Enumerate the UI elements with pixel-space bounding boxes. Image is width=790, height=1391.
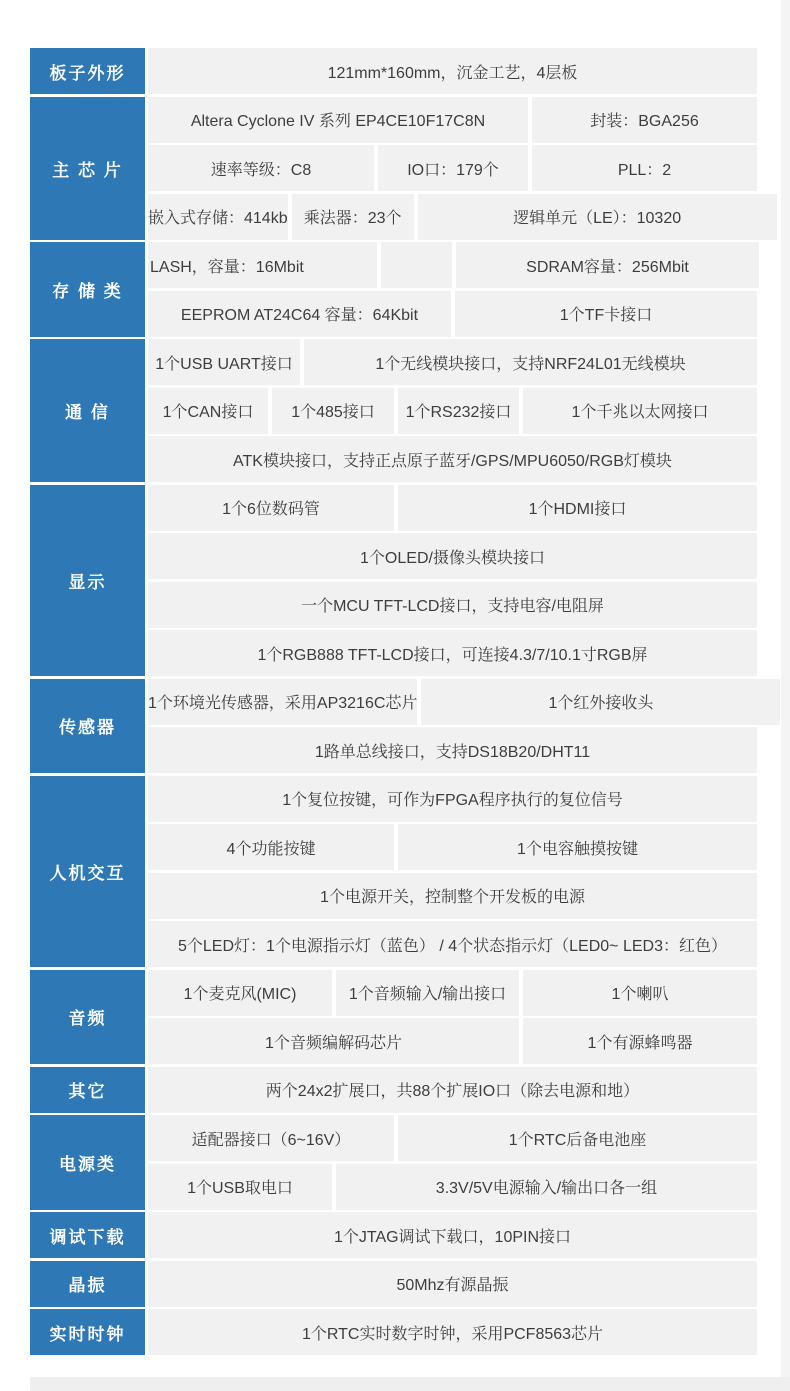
category-label: 调试下载	[49, 1227, 126, 1247]
table-row	[148, 97, 757, 143]
spec-cell: EEPROM AT24C64 容量：64Kbit	[148, 291, 451, 337]
table-row	[148, 533, 757, 579]
spec-cell: 1个485接口	[272, 388, 394, 434]
spec-cell: 1个千兆以太网接口	[523, 388, 757, 434]
spec-cell: 1个喇叭	[523, 970, 757, 1016]
spec-cell: 1个有源蜂鸣器	[523, 1018, 757, 1064]
spec-cell: 1个RS232接口	[398, 388, 519, 434]
table-row	[148, 1164, 757, 1210]
category-header	[30, 1309, 145, 1355]
table-row	[148, 485, 757, 531]
table-row	[148, 48, 757, 94]
spec-cell: SDRAM容量：256Mbit	[456, 242, 759, 288]
section-rows	[148, 48, 757, 94]
category-header	[30, 485, 145, 677]
table-row	[148, 582, 757, 628]
spec-section	[30, 485, 757, 677]
category-header	[30, 242, 145, 337]
category-label: 板子外形	[49, 63, 126, 83]
spec-section	[30, 776, 757, 968]
spec-cell: ATK模块接口，支持正点原子蓝牙/GPS/MPU6050/RGB灯模块	[148, 436, 757, 482]
section-rows	[148, 485, 757, 677]
spec-cell: 1个CAN接口	[148, 388, 268, 434]
spec-cell: 1个RGB888 TFT-LCD接口，可连接4.3/7/10.1寸RGB屏	[148, 630, 757, 676]
category-label: 通 信	[65, 403, 110, 422]
category-header	[30, 970, 145, 1065]
section-rows	[148, 1115, 757, 1210]
spec-cell: 1个RTC后备电池座	[398, 1115, 757, 1161]
table-row	[148, 1115, 757, 1161]
category-label: 传感器	[59, 718, 116, 738]
table-row	[148, 776, 757, 822]
spec-cell: 1个RTC实时数字时钟，采用PCF8563芯片	[148, 1309, 757, 1355]
table-row	[148, 291, 757, 337]
table-row	[148, 630, 757, 676]
spec-cell: 一个MCU TFT-LCD接口，支持电容/电阻屏	[148, 582, 757, 628]
spec-section	[30, 1261, 757, 1307]
spec-section	[30, 339, 757, 482]
table-row	[148, 1309, 757, 1355]
spec-cell: 1个OLED/摄像头模块接口	[148, 533, 757, 579]
spec-cell: 1个HDMI接口	[398, 485, 757, 531]
spec-cell: 1个环境光传感器，采用AP3216C芯片	[148, 679, 417, 725]
table-row	[148, 1067, 757, 1113]
spec-cell: 嵌入式存储：414kb	[148, 194, 288, 240]
spec-cell: 1个USB UART接口	[148, 339, 300, 385]
table-row	[148, 145, 757, 191]
section-rows	[148, 1261, 757, 1307]
spec-section	[30, 1115, 757, 1210]
spec-cell: 1个复位按键，可作为FPGA程序执行的复位信号	[148, 776, 757, 822]
spec-cell: Altera Cyclone IV 系列 EP4CE10F17C8N	[148, 97, 528, 143]
table-row	[148, 1212, 757, 1258]
category-header	[30, 679, 145, 774]
table-row	[148, 679, 757, 725]
category-header	[30, 1115, 145, 1210]
category-label: 电源类	[59, 1154, 116, 1174]
spec-cell: 1个6位数码管	[148, 485, 394, 531]
spec-cell: 逻辑单元（LE）：10320	[418, 194, 777, 240]
table-row	[148, 824, 757, 870]
spec-cell: 速率等级：C8	[148, 145, 374, 191]
table-row	[148, 1018, 757, 1064]
spec-cell: 1个JTAG调试下载口，10PIN接口	[148, 1212, 757, 1258]
spec-cell: 1个电容触摸按键	[398, 824, 757, 870]
spec-cell: 1个音频输入/输出接口	[336, 970, 519, 1016]
spec-section	[30, 970, 757, 1065]
spec-cell: PLL：2	[532, 145, 757, 191]
spec-section	[30, 1067, 757, 1113]
spec-section	[30, 242, 757, 337]
section-rows	[148, 339, 757, 482]
spec-cell: 1个无线模块接口，支持NRF24L01无线模块	[304, 339, 757, 385]
page-right-margin-strip	[781, 0, 790, 1391]
category-header	[30, 776, 145, 968]
spec-cell: 1个电源开关，控制整个开发板的电源	[148, 873, 757, 919]
section-rows	[148, 679, 757, 774]
category-label: 音频	[68, 1009, 107, 1029]
spec-cell: IO口：179个	[378, 145, 528, 191]
category-header	[30, 48, 145, 94]
table-row	[148, 388, 757, 434]
category-label: 晶振	[68, 1276, 107, 1295]
spec-cell: 两个24x2扩展口，共88个扩展IO口（除去电源和地）	[148, 1067, 757, 1113]
spec-cell: 1个USB取电口	[148, 1164, 332, 1210]
spec-cell: 1个音频编解码芯片	[148, 1018, 519, 1064]
spec-section	[30, 48, 757, 94]
category-label: 实时时钟	[49, 1324, 126, 1344]
spec-cell: 1个麦克风(MIC)	[148, 970, 332, 1016]
spec-cell: 适配器接口（6~16V）	[148, 1115, 394, 1161]
category-header	[30, 1212, 145, 1258]
spec-cell: 50Mhz有源晶振	[148, 1261, 757, 1307]
spec-cell: 5个LED灯：1个电源指示灯（蓝色） / 4个状态指示灯（LED0~ LED3：红色）	[148, 921, 757, 967]
section-rows	[148, 1067, 757, 1113]
spec-cell: LASH，容量：16Mbit	[148, 242, 377, 288]
spec-section	[30, 97, 757, 240]
spec-cell: 1个TF卡接口	[455, 291, 757, 337]
next-table-top-strip	[30, 1377, 790, 1391]
spec-section	[30, 1212, 757, 1258]
spec-cell: 封装：BGA256	[532, 97, 757, 143]
table-row	[148, 921, 757, 967]
category-label: 人机交互	[49, 863, 126, 883]
spec-table	[30, 48, 757, 1355]
spec-cell: 121mm*160mm，沉金工艺，4层板	[148, 48, 757, 94]
empty-cell	[381, 242, 452, 288]
category-label: 主 芯 片	[52, 160, 123, 180]
table-row	[148, 339, 757, 385]
section-rows	[148, 1212, 757, 1258]
spec-cell: 4个功能按键	[148, 824, 394, 870]
table-row	[148, 436, 757, 482]
spec-cell: 乘法器：23个	[292, 194, 414, 240]
spec-cell: 1路单总线接口，支持DS18B20/DHT11	[148, 727, 757, 773]
section-rows	[148, 776, 757, 968]
category-header	[30, 339, 145, 482]
table-row	[148, 194, 757, 240]
table-row	[148, 727, 757, 773]
category-header	[30, 1067, 145, 1113]
spec-section	[30, 679, 757, 774]
category-header	[30, 1261, 145, 1307]
spec-cell: 1个红外接收头	[421, 679, 780, 725]
section-rows	[148, 970, 757, 1065]
category-label: 存 储 类	[52, 281, 123, 301]
category-label: 其它	[68, 1082, 107, 1101]
section-rows	[148, 1309, 757, 1355]
category-label: 显示	[68, 572, 107, 592]
spec-cell: 3.3V/5V电源输入/输出口各一组	[336, 1164, 757, 1210]
category-header	[30, 97, 145, 240]
table-row	[148, 873, 757, 919]
table-row	[148, 1261, 757, 1307]
spec-section	[30, 1309, 757, 1355]
table-row	[148, 242, 757, 288]
table-row	[148, 970, 757, 1016]
section-rows	[148, 97, 757, 240]
section-rows	[148, 242, 757, 337]
